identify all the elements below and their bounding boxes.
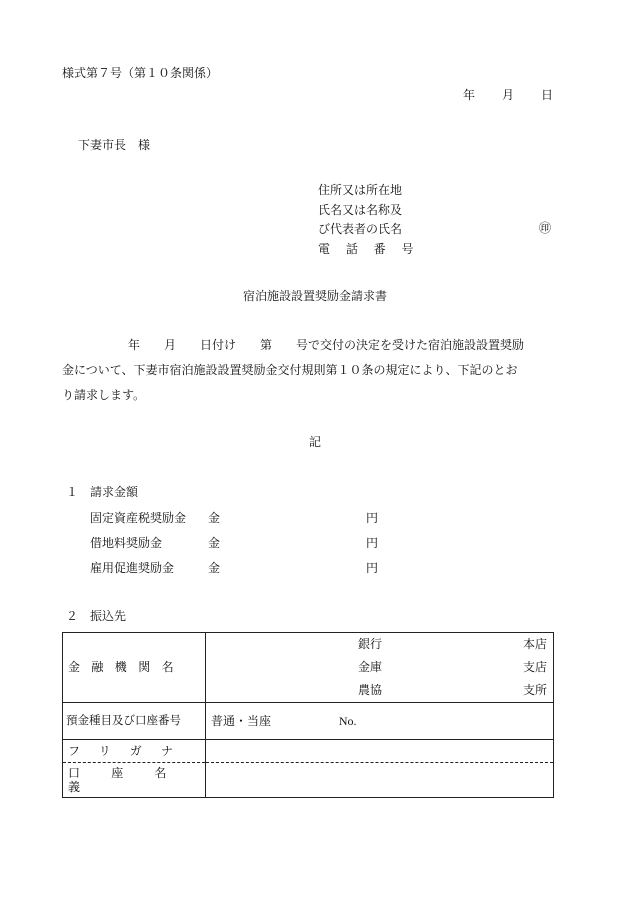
address-label: 住所又は所在地 <box>318 183 403 197</box>
option-sub-branch: 支所 <box>522 683 547 698</box>
date-day-label: 日 <box>541 88 554 102</box>
amount-label-land-rent: 借地料奨励金 <box>90 536 163 550</box>
option-nokyo: 農協 <box>358 683 383 698</box>
date-year-label: 年 <box>463 88 476 102</box>
option-branch: 支店 <box>522 660 547 675</box>
amount-kin: 金 <box>208 511 221 525</box>
institution-option-shinkin <box>206 656 547 679</box>
amount-label-fixed-asset: 固定資産税奨励金 <box>90 511 187 525</box>
institution-option-nokyo <box>206 679 547 702</box>
option-head-office: 本店 <box>522 637 547 652</box>
body-line-3: り請求します。 <box>62 388 146 402</box>
amount-yen: 円 <box>366 536 379 550</box>
form-number: 様式第７号（第１０条関係） <box>62 66 219 80</box>
name-label-line2: び代表者の氏名 <box>318 222 403 236</box>
option-shinkin: 金庫 <box>358 660 383 675</box>
name-label-line1: 氏名又は名称及 <box>318 203 403 217</box>
phone-label: 電 話 番 号 <box>318 242 420 256</box>
date-month-label: 月 <box>502 88 515 102</box>
section2-heading: ２ 振込先 <box>66 609 127 623</box>
holder-label-cell <box>63 763 206 798</box>
account-type-value: 普通・当座 <box>211 713 272 728</box>
institution-label <box>68 660 200 674</box>
institution-option-bank <box>206 633 547 656</box>
amount-kin: 金 <box>208 536 221 550</box>
ki-heading: 記 <box>308 435 321 449</box>
institution-label-text: 金融機関名 <box>68 660 186 675</box>
furigana-input-cell[interactable] <box>206 740 554 763</box>
furigana-label: フリガナ <box>68 743 193 758</box>
amount-kin: 金 <box>208 561 221 575</box>
seal-mark: ㊞ <box>539 221 552 235</box>
institution-options-cell[interactable] <box>206 633 554 703</box>
amount-yen: 円 <box>366 561 379 575</box>
furigana-label-cell <box>63 740 206 763</box>
section1-heading: １ 請求金額 <box>66 485 139 499</box>
option-bank: 銀行 <box>358 637 383 652</box>
account-type-label: 預金種目及び口座番号 <box>63 703 206 740</box>
document-title: 宿泊施設設置奨励金請求書 <box>242 289 387 303</box>
bank-transfer-table <box>62 632 554 798</box>
body-line-1: 年 月 日付け 第 号で交付の決定を受けた宿泊施設設置奨励 <box>128 338 525 352</box>
amount-yen: 円 <box>366 511 379 525</box>
body-line-2: 金について、下妻市宿泊施設設置奨励金交付規則第１０条の規定により、下記のとお <box>62 363 518 377</box>
holder-label: 口座名義 <box>68 765 198 794</box>
holder-input-cell[interactable] <box>206 763 554 798</box>
account-type-cell[interactable] <box>206 703 554 740</box>
addressee: 下妻市長 様 <box>78 138 151 152</box>
institution-label-cell <box>63 633 206 703</box>
amount-label-employment: 雇用促進奨励金 <box>90 561 175 575</box>
account-no-label: No. <box>338 713 357 728</box>
